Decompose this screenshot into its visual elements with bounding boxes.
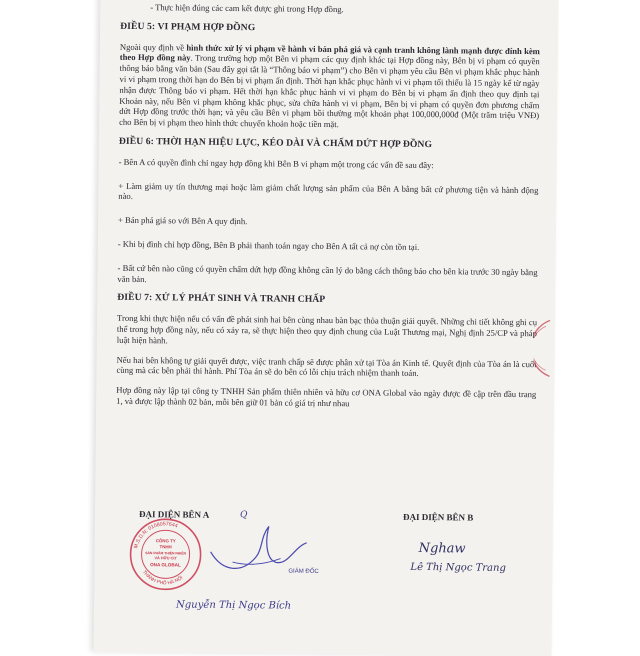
section-6-item-5: - Bất cứ bên nào cũng có quyền chấm dứt hợp đồng không cần lý do bằng cách thông báo cho bên kia trước 30 ngày bằng văn bản.	[117, 262, 538, 284]
party-a-signature	[202, 512, 323, 583]
party-b-signature	[415, 534, 485, 561]
section-7-paragraph-2: Nếu hai bên không tự giải quyết được, việc tranh chấp sẽ được phân xử tại Tòa án Kinh tế. Quyết định của Tòa án là cuối cùng mà các bên phải thi hành. Phí Tòa án sẽ do bên có lỗi chịu trách nhiệm thanh toán.	[116, 354, 537, 379]
section-6-item-1: - Bên A có quyền đình chỉ ngay hợp đồng khi Bên B vi phạm một trong các vấn đề sau đây:	[118, 156, 434, 170]
section-5-heading: ĐIỀU 5: VI PHẠM HỢP ĐỒNG	[120, 20, 256, 34]
party-b-name: Lê Thị Ngọc Trang	[410, 561, 506, 574]
document-page	[94, 0, 559, 656]
section-6-item-3: + Bán phá giá so với Bên A quy định.	[118, 214, 248, 227]
stamp-line-1: CÔNG TY	[155, 538, 176, 544]
section-6-heading: ĐIỀU 6: THỜI HẠN HIỆU LỰC, KÉO DÀI VÀ CHẤM DỨT HỢP ĐỒNG	[118, 135, 433, 151]
stamp-line-4: VÀ HỮU CƠ	[154, 556, 177, 561]
section-5-lead: Ngoài quy định về	[119, 41, 187, 53]
section-5-bold: hình thức xử lý vi phạm về hành vi bán phá giá và cạnh tranh không lành mạnh được đính kèm theo Hợp đồng này	[119, 42, 540, 63]
party-a-name: Nguyễn Thị Ngọc Bích	[175, 599, 292, 612]
stamp-ring-bottom: THÀNH PHỐ HÀ NỘI	[140, 569, 185, 587]
top-line: - Thực hiện đúng các cam kết được ghi trong Hợp đồng.	[150, 2, 344, 15]
section-7-heading: ĐIỀU 7: XỬ LÝ PHÁT SINH VÀ TRANH CHẤP	[117, 292, 326, 306]
party-a-initial: Q	[239, 510, 248, 521]
svg-text:Nghaw: Nghaw	[418, 540, 466, 557]
company-stamp	[128, 517, 203, 592]
section-7-paragraph-3: Hợp đồng này lập tại công ty TNHH Sản phẩm thiên nhiên và hữu cơ ONA Global vào ngày được đề cập trên đầu trang 1, và được lập thành 02 bản, mỗi bên giữ 01 bản có giá trị như nhau	[116, 384, 537, 409]
section-6-item-2: + Làm giảm uy tín thương mại hoặc làm giảm chất lượng sản phẩm của Bên A bằng bất cứ phương tiện và hành động nào.	[118, 180, 539, 202]
document-body	[116, 2, 540, 415]
signature-area	[114, 509, 535, 643]
stamp-line-2: TNHH	[159, 544, 172, 550]
partial-stamp-edge	[533, 318, 552, 378]
section-5-paragraph	[119, 41, 540, 132]
stamp-ring-top: M.S.D.N: 0108057644	[133, 521, 179, 550]
section-7-paragraph-1: Trong khi thực hiện nếu có vấn đề phát sinh hai bên cùng nhau bàn bạc thỏa thuận giải quyết. Những chi tiết không ghi cụ thể trong hợp đồng này, nếu có xảy ra, sẽ thực hiện theo quy định chung của Luật Thương mại, Nghị định 25/CP và pháp luật hiện hành.	[116, 312, 538, 346]
stamp-line-3: SẢN PHẨM THIÊN NHIÊN	[145, 551, 186, 556]
section-6-item-4: - Khi bị đình chỉ hợp đồng, Bên B phải thanh toán ngay cho Bên A tất cả nợ còn tồn tại.	[117, 238, 420, 252]
party-b-title: ĐẠI DIỆN BÊN B	[402, 511, 474, 523]
section-5-rest: . Trong trường hợp một Bên vi phạm các quy định khác tại Hợp đồng này, Bên bị vi phạm có quyền thông báo bằng văn bản (Sau đây gọi tắt là “Thông báo vi phạm”) cho Bên vi phạm yêu cầu Bên vi phạm khắc phục hành vi vi phạm trong thời hạn do Bên bị vi phạm ấn định. Thời hạn khắc phục hành vi vi phạm tối thiểu là 15 ngày kể từ ngày nhận được Thông báo vi phạm. Hết thời hạn khắc phục hành vi vi phạm do Bên bị vi phạm ấn định theo quy định tại Khoản này, nếu Bên vi phạm không khắc phục, sửa chữa hành vi vi phạm, Bên bị vi phạm có quyền đơn phương chấm dứt Hợp đồng trước thời hạn; và yêu cầu Bên vi phạm bồi thường một khoản phạt 100,000,000đ (Một trăm triệu VNĐ) cho Bên bị vi phạm theo hình thức chuyển khoản hoặc tiền mặt.	[119, 52, 540, 130]
stamp-caption: GIÁM ĐỐC	[288, 568, 319, 575]
party-a-title: ĐẠI DIỆN BÊN A	[138, 509, 210, 520]
stamp-line-5: ONA GLOBAL	[150, 562, 181, 568]
